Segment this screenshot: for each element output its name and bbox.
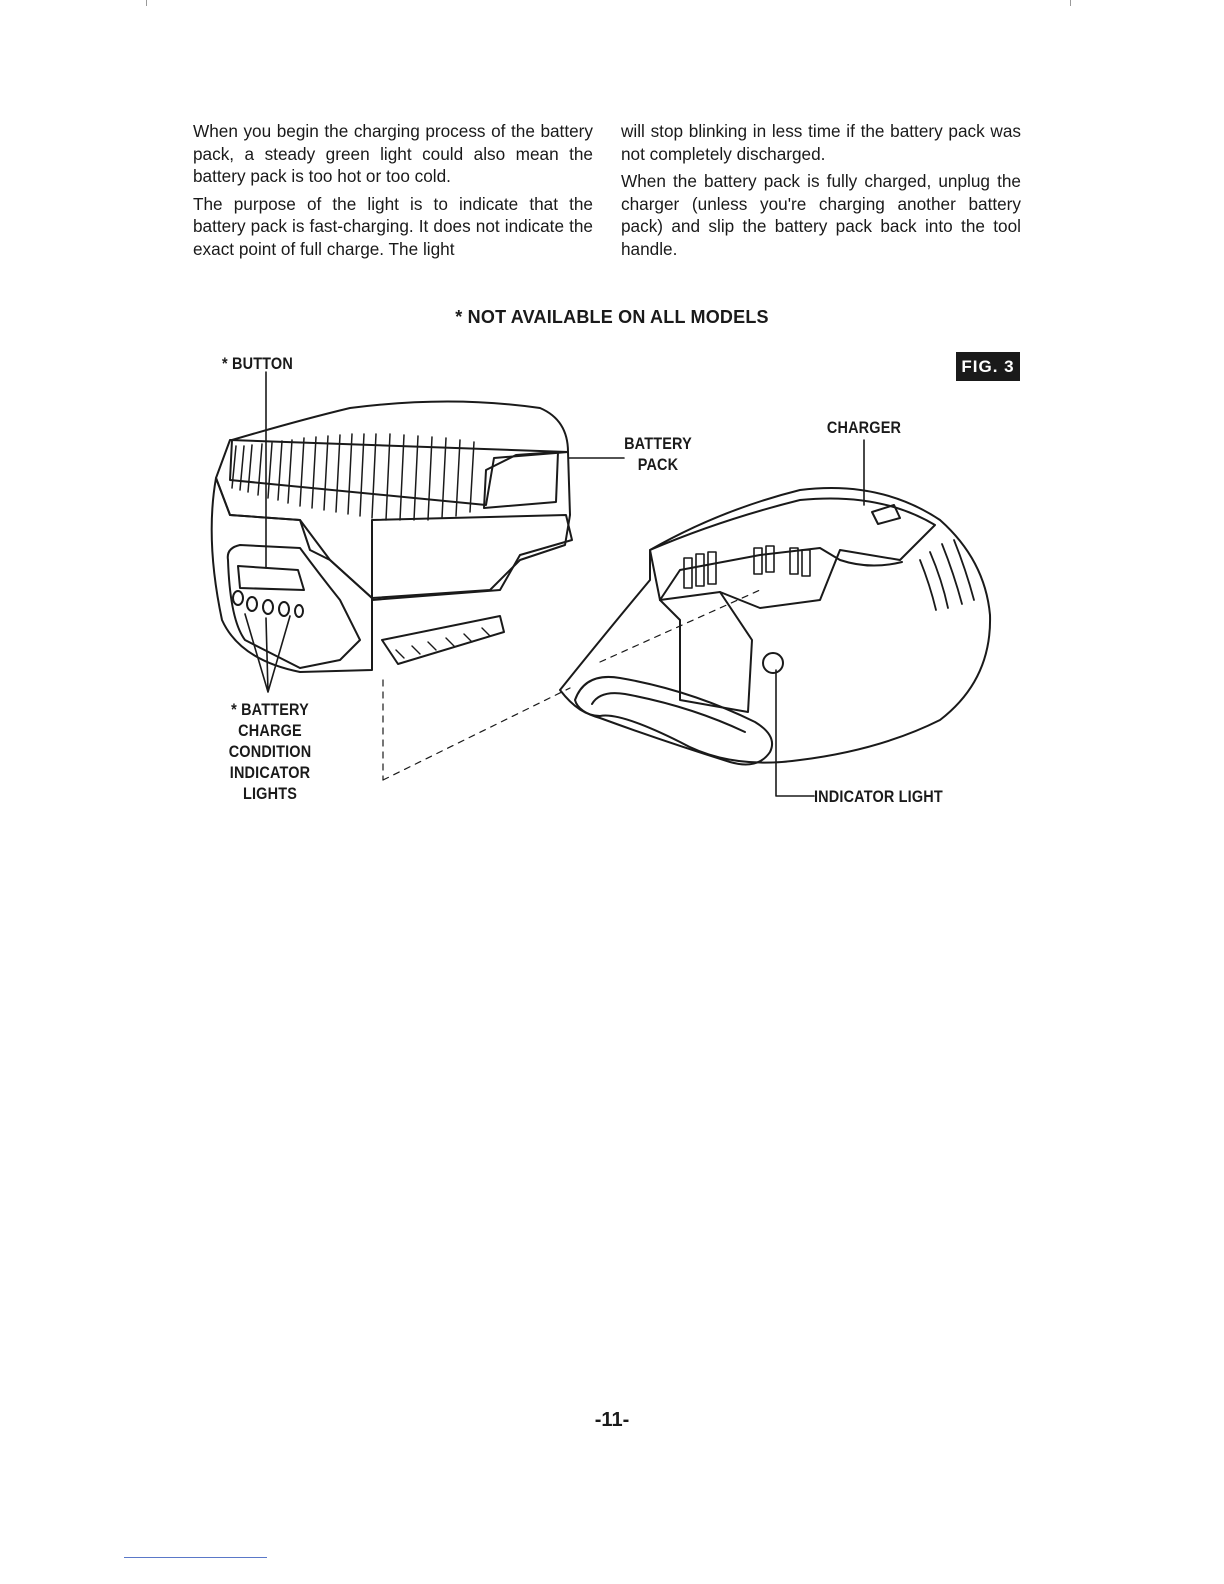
availability-note: * NOT AVAILABLE ON ALL MODELS — [455, 307, 769, 327]
indicator-light-leader-line — [776, 670, 814, 796]
charger-handle — [575, 677, 772, 765]
battery-led-2 — [247, 597, 257, 611]
charger-slot — [872, 505, 900, 524]
charger-outer-shell — [560, 488, 990, 763]
indicator-light-label: INDICATOR LIGHT — [814, 787, 943, 806]
charger-handle-inner — [592, 693, 745, 732]
battery-led-3 — [263, 600, 273, 614]
charger-cradle — [650, 498, 935, 608]
charger-indicator-light — [763, 653, 783, 673]
charger-drawing — [560, 440, 990, 796]
battery-led-5 — [295, 605, 303, 617]
page-number: -11- — [594, 1409, 630, 1431]
button-label: * BUTTON — [222, 354, 293, 373]
battery-pack-drawing — [212, 372, 572, 692]
battery-led-4 — [279, 602, 289, 616]
battery-charge-leds — [233, 591, 303, 617]
battery-rail-teeth — [396, 628, 490, 658]
battery-button-plate — [238, 566, 304, 590]
figure-tag: FIG. 3 — [956, 352, 1020, 381]
battery-side-ledge — [372, 515, 572, 600]
indicator-lights-label-line4: INDICATOR — [229, 763, 311, 782]
left-paragraph-1: When you begin the charging process of the battery pack, a steady green light could also mean the battery pack is too hot or too cold. — [193, 121, 593, 187]
battery-pack-label-line1: BATTERY — [624, 434, 692, 453]
battery-pack-label-line2: PACK — [637, 455, 679, 474]
battery-side-window — [484, 452, 558, 508]
indicator-lights-label-line3: CONDITION — [228, 742, 312, 761]
battery-led-1 — [233, 591, 243, 605]
indicator-lights-label-line2: CHARGE — [238, 721, 302, 740]
indicator-lights-label-line1: * BATTERY — [231, 700, 309, 719]
right-paragraph-1: will stop blinking in less time if the battery pack was not completely discharged. — [621, 121, 1021, 164]
charger-front-well — [660, 592, 752, 712]
insertion-guide-dashes — [383, 590, 760, 780]
charger-label: CHARGER — [826, 418, 902, 437]
indicator-lights-label-line5: LIGHTS — [242, 784, 298, 803]
left-paragraph-2: The purpose of the light is to indicate that the battery pack is fast-charging. It does not indicate the exact point of full charge. The light — [193, 193, 593, 259]
footer-blue-rule — [124, 1557, 267, 1558]
battery-bottom-rail — [382, 616, 504, 664]
right-paragraph-2: When the battery pack is fully charged, unplug the charger (unless you're charging another battery pack) and slip the battery pack back into the tool handle. — [621, 171, 1021, 259]
